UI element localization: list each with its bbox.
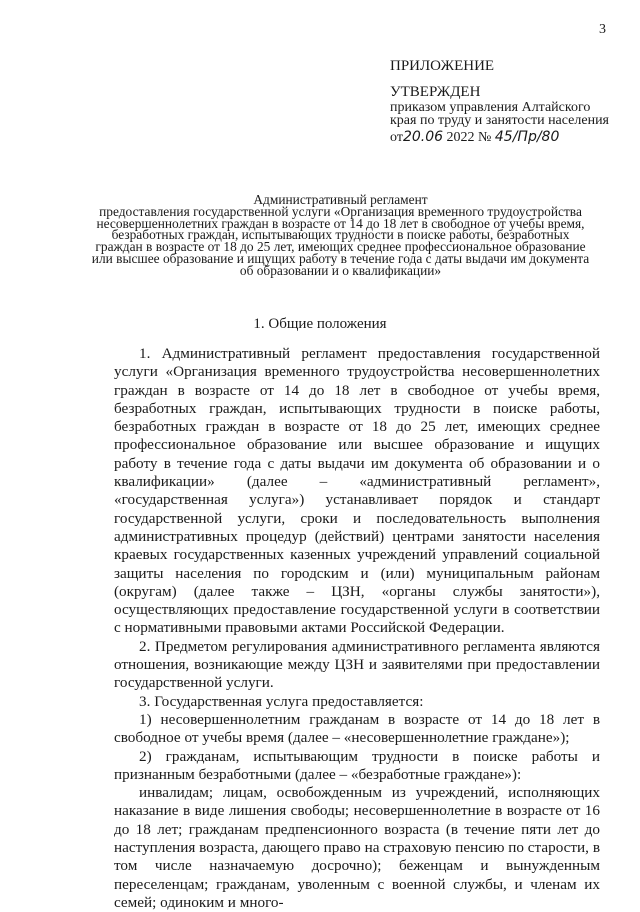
paragraph: 2) гражданам, испытывающим трудности в поиске работы и признанным безработными (далее – «безработные граждане»): (114, 747, 600, 783)
approved-label: УТВЕРЖДЕН (390, 84, 481, 100)
paragraph: инвалидам; лицам, освобожденным из учреждений, исполняющих наказание в виде лишения свободы; несовершеннолетние в возрасте от 16 до 18 лет; гражданам предпенсионного возраста (в течение пяти лет до наступления возраста, дающего право на страховую пенсию по старости, в том числе назначаемую досрочно); беженцам и вынужденным переселенцам; гражданам, уволенным с военной службы, и членам их семей; одиноким и много- (114, 784, 600, 911)
section-heading: 1. Общие положения (253, 316, 387, 332)
year-label: 2022 № (446, 130, 492, 145)
paragraph: 1. Административный регламент предоставления государственной услуги «Организация временного трудоустройства несовершеннолетних граждан в возрасте от 14 до 18 лет в свободное от учебы время, безработных граждан, испытывающих трудности в поиске работы, безработных граждан в возрасте от 18 до 25 лет, имеющих среднее профессиональное образование или высшее образование и ищущих работу в течение года с даты выдачи им документа об образовании и о квалификации» (далее – «административный регламент», «государственная услуга») устанавливает порядок и стандарт государственной услуги, сроки и последовательность выполнения административных процедур (действий) центрами занятости населения краевых государственных казенных учреждений управлений социальной защиты населения по городским и (или) муниципальным районам (округам) (далее также – ЦЗН, «органы службы занятости»), осуществляющих предоставление государственной услуги в соответствии с нормативными правовыми актами Российской Федерации. (114, 345, 600, 637)
paragraph: 1) несовершеннолетним гражданам в возрасте от 14 до 18 лет в свободное от учебы время (далее – «несовершеннолетние граждане»); (114, 710, 600, 747)
body-text (114, 345, 600, 912)
paragraph: 3. Государственная услуга предоставляется: (139, 692, 424, 710)
page-number: 3 (599, 22, 606, 37)
approved-by: приказом управления Алтайского края по труду и занятости населения (390, 100, 609, 128)
appendix-label: ПРИЛОЖЕНИЕ (390, 58, 495, 74)
document-title (88, 194, 593, 277)
approval-block (390, 60, 615, 144)
title-rest: предоставления государственной услуги «Организация временного трудоустройства несовершеннолетних граждан в возрасте от 14 до 18 лет в свободное от учебы время, безработных граждан, испытывающих трудности в поиске работы, безработных граждан в возрасте от 18 до 25 лет, имеющих среднее профессиональное образование или высшее образование и ищущих работу в течение года с даты выдачи им документа об образовании и о квалификации» (91, 203, 590, 278)
date-prefix: от (390, 130, 403, 145)
handwritten-order-number: 45/Пр/80 (494, 129, 560, 145)
paragraph: 2. Предметом регулирования административного регламента являются отношения, возникающие между ЦЗН и заявителями при предоставлении государственной услуги. (114, 637, 600, 692)
approval-date-line (390, 131, 615, 144)
title-line-1: Административный регламент (253, 192, 428, 207)
handwritten-date: 20.06 (402, 129, 444, 145)
